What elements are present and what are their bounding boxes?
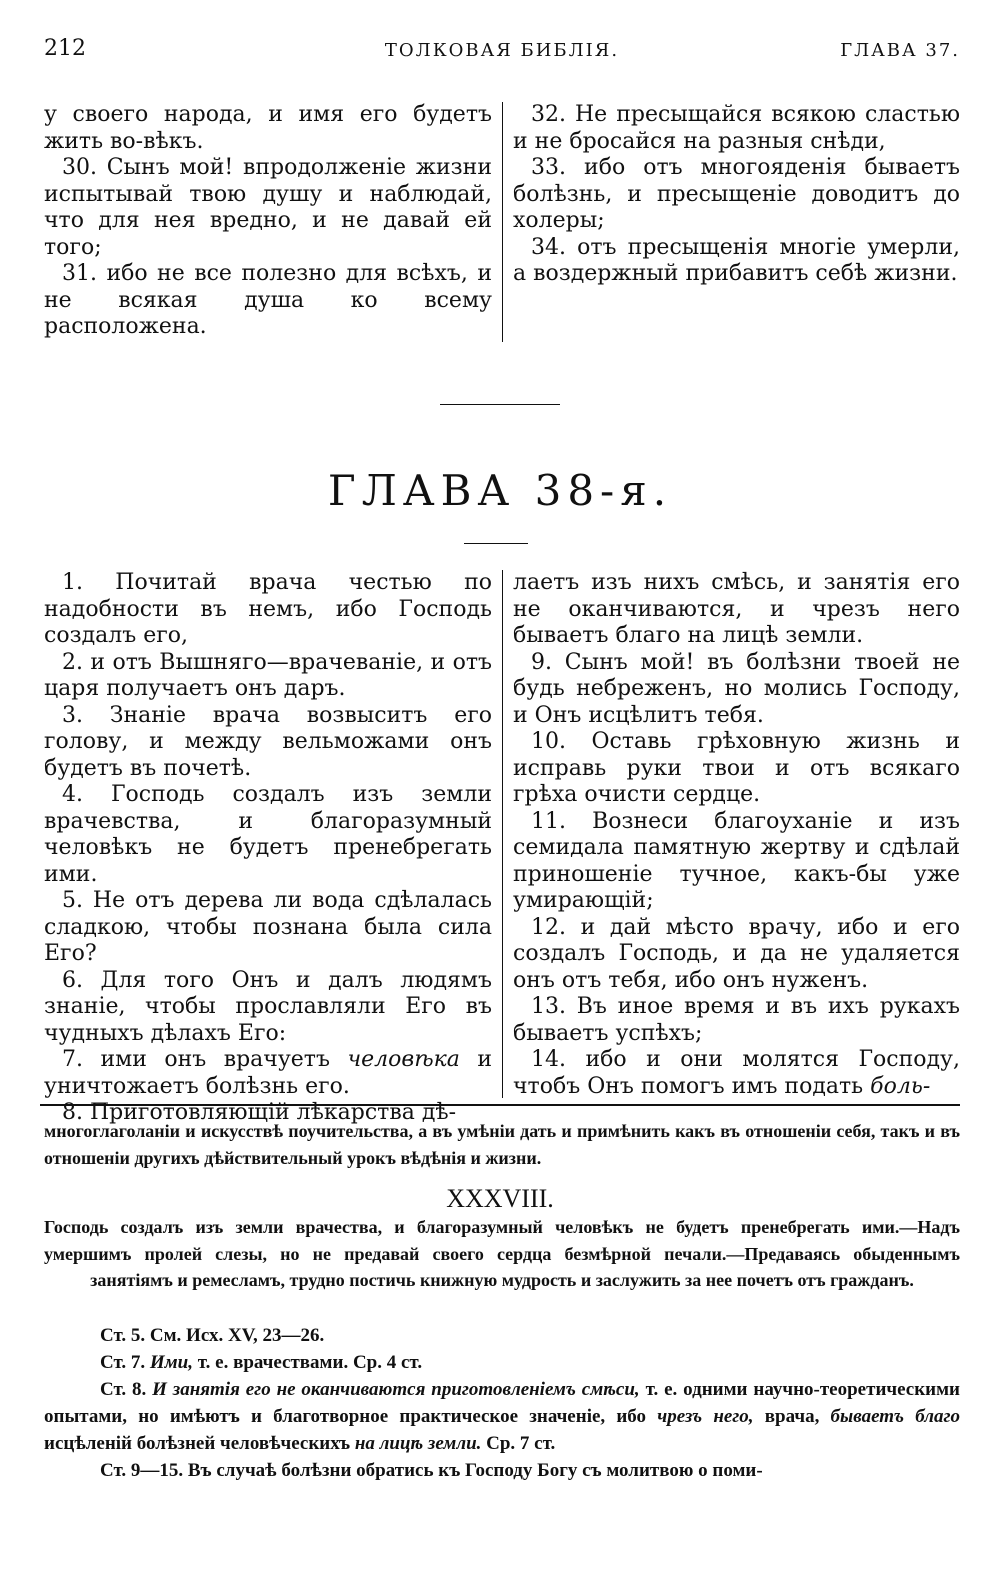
- note-italic: на лицѣ земли.: [354, 1433, 482, 1454]
- divider: [464, 543, 528, 544]
- note-italic: бываетъ благо: [830, 1406, 961, 1427]
- footnote-divider: [40, 1104, 960, 1106]
- note-verse-8: [44, 1376, 960, 1457]
- verse-text: 33. ибо отъ многояденія бываетъ болѣзнь, и пресыщеніе доводитъ до холеры;: [513, 155, 960, 233]
- verse-part: и уничтожаетъ болѣзнь его.: [44, 1047, 493, 1099]
- main-left-column: [44, 570, 502, 1125]
- verse-text: 13. Въ иное время и въ ихъ рукахъ бываетъ успѣхъ;: [513, 994, 960, 1046]
- verse-italic: человѣка: [347, 1047, 460, 1072]
- commentary-continuation: многоглаголаніи и искусствѣ поучительства, а въ умѣніи дать и примѣнить какъ въ отношеніи себя, такъ и въ отношеніи другихъ дѣйствительный урокъ вѣдѣнія и жизни.: [44, 1121, 960, 1168]
- verse-text: [44, 1047, 492, 1100]
- note-text: исцѣленій болѣзней человѣческихъ: [44, 1433, 351, 1454]
- verse-text: 32. Не пресыщайся всякою сластью и не бросайся на разныя снѣди,: [513, 102, 960, 154]
- verse-text: 1. Почитай врача честью по надобности въ немъ, ибо Господь создалъ его,: [44, 570, 492, 648]
- chapter-38-text: [44, 570, 960, 1125]
- note-ref: Ст. 7.: [100, 1352, 146, 1373]
- running-title: ТОЛКОВАЯ БИБЛІЯ.: [384, 40, 620, 61]
- verse-text: 8. Приготовляющій лѣкарства дѣ-: [62, 1100, 457, 1125]
- verse-text: 34. отъ пресыщенія многіе умерли, а воздержный прибавитъ себѣ жизни.: [513, 234, 960, 286]
- chapter-title: ГЛАВА 38-я.: [327, 466, 673, 515]
- verse-text: 12. и дай мѣсто врачу, ибо и его создалъ Господь, и да не удаляется онъ отъ тебя, ибо онъ нуженъ.: [513, 914, 960, 993]
- verse-italic: боль-: [870, 1073, 931, 1099]
- verse-text: [513, 1047, 960, 1100]
- main-right-column: [502, 570, 960, 1098]
- page-header: [44, 36, 960, 76]
- chapter-37-ending: [44, 102, 960, 342]
- verse-text: 3. Знаніе врача возвыситъ его голову, и между вельможами онъ будетъ въ почетѣ.: [44, 702, 492, 781]
- page-number: 212: [44, 36, 86, 61]
- running-chapter: ГЛАВА 37.: [840, 40, 960, 61]
- verse-text: 2. и отъ Вышняго—врачеваніе, и отъ царя получаетъ онъ даръ.: [44, 649, 492, 701]
- note-italic: чрезъ него,: [657, 1406, 754, 1427]
- note-text: врача,: [764, 1406, 820, 1427]
- verse-text: 30. Сынъ мой! впродолженіе жизни испытывай твою душу и наблюдай, что для нея вредно, и не давай ей того;: [44, 155, 492, 260]
- verse-text: 4. Господь создалъ изъ земли врачевства, и благоразумный человѣкъ не будетъ пренебрегать ими.: [44, 782, 492, 887]
- note-italic: Ими,: [149, 1352, 193, 1373]
- verse-text: 31. ибо не все полезно для всѣхъ, и не всякая душа ко всему расположена.: [44, 261, 492, 339]
- note-verse-7: [44, 1349, 960, 1376]
- verse-part: 7. ими онъ врачуетъ: [62, 1047, 330, 1072]
- commentary-notes: [44, 1322, 960, 1484]
- verse-text: 11. Вознеси благоуханіе и изъ семидала памятную жертву и сдѣлай приношеніе тучное, какъ-бы уже умирающій;: [513, 808, 960, 913]
- verse-text: 6. Для того Онъ и далъ людямъ знаніе, чтобы прославляли Его въ чудныхъ дѣлахъ Его:: [44, 967, 492, 1046]
- commentary-heading: XXXVIII.: [446, 1184, 554, 1213]
- top-left-column: [44, 102, 502, 342]
- divider: [440, 404, 560, 405]
- commentary-summary: Господь создалъ изъ земли врачества, и благоразумный человѣкъ не будетъ пренебрегать ими.—Надъ умершимъ пролей слезы, но не предавай своего сердца безмѣрной печали.—Предаваясь обыденнымъ занятіямъ и ремесламъ, трудно постичь книжную мудрость и заслужить за нее почетъ отъ гражданъ.: [44, 1217, 960, 1290]
- verse-text: 5. Не отъ дерева ли вода сдѣлалась сладкою, чтобы познана была сила Его?: [44, 888, 492, 966]
- note-text: т. е. одними научно-теоретическими опытами, но имѣютъ и благотворное практическое значеніе, ибо: [44, 1379, 960, 1427]
- note-text: Ср. 7 ст.: [486, 1433, 556, 1454]
- verse-text: у своего народа, и имя его будетъ жить во-вѣкъ.: [44, 102, 492, 154]
- note-verses-9-15: Ст. 9—15. Въ случаѣ болѣзни обратись къ Господу Богу съ молитвою о поми-: [100, 1460, 763, 1481]
- verse-text: 9. Сынъ мой! въ болѣзни твоей не будь небреженъ, но молись Господу, и Онъ исцѣлитъ тебя.: [513, 649, 960, 728]
- verse-part: 14. ибо и они молятся Господу, чтобъ Онъ помогъ имъ подать: [513, 1047, 960, 1099]
- note-ref: Ст. 8.: [100, 1379, 147, 1400]
- verse-text: 10. Оставь грѣховную жизнь и исправь руки твои и отъ всякаго грѣха очисти сердце.: [513, 729, 960, 807]
- note-italic: И занятія его не оканчиваются приготовленіемъ смѣси,: [152, 1379, 640, 1400]
- verse-text: лаетъ изъ нихъ смѣсь, и занятія его не оканчиваются, и чрезъ него бываетъ благо на лицѣ земли.: [513, 570, 960, 648]
- note-verse-5: Ст. 5. См. Исх. XV, 23—26.: [100, 1325, 325, 1346]
- top-right-column: [502, 102, 960, 342]
- note-text: т. е. врачествами. Ср. 4 ст.: [197, 1352, 423, 1373]
